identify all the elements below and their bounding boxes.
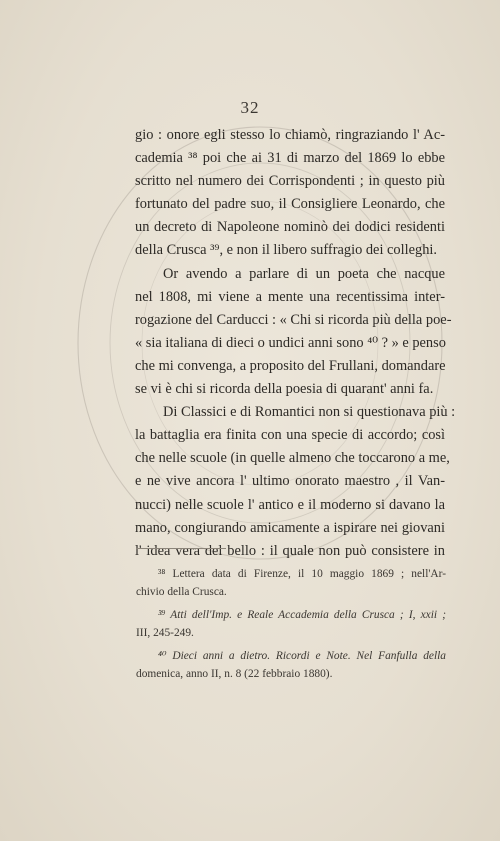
text-line: nel 1808, mi viene a mente una recentissima inter- [135,288,445,305]
text-line: mano, congiurando amicamente a ispirare nei giovani [135,519,445,536]
text-line: nucci) nelle scuole l' antico e il moderno si davano la [135,496,445,513]
body-text [135,124,456,563]
text-line: la battaglia era finita con una specie di accordo; così [135,427,445,444]
text-line: Or avendo a parlare di un poeta che nacque [163,265,445,282]
footnote-38-line: chivio della Crusca. [136,585,227,598]
text-line: rogazione del Carducci : « Chi si ricorda più della poe- [135,311,452,328]
footnote-40-line: ⁴⁰ Dieci anni a dietro. Ricordi e Note. Nel Fanfulla della [158,650,446,662]
footnote-38-line: ³⁸ Lettera data di Firenze, il 10 maggio 1869 ; nell'Ar- [158,568,446,580]
text-line: e ne vive ancora l' ultimo onorato maestro , il Van- [135,473,445,490]
text-line: un decreto di Napoleone nominò dei dodici residenti [135,219,445,236]
text-line: « sia italiana di dieci o undici anni sono ⁴⁰ ? » e penso [135,334,446,351]
text-line: scritto nel numero dei Corrispondenti ; in questo più [135,173,445,190]
text-line: che mi convenga, a proposito del Frullani, domandare [135,357,446,374]
text-line: cademia ³⁸ poi che ai 31 di marzo del 1869 lo ebbe [135,150,445,167]
text-line: gio : onore egli stesso lo chiamò, ringraziando l' Ac- [135,127,445,143]
text-line: fortunato del padre suo, il Consigliere Leonardo, che [135,196,445,213]
text-line: se vi è chi si ricorda della poesia di quarant' anni fa. [135,381,434,398]
footnotes [136,566,446,683]
text-line: Di Classici e di Romantici non si questionava più : [163,404,456,421]
text-line: che nelle scuole (in quelle almeno che toccarono a me, [135,450,450,467]
text-line: l' idea vera del bello : il quale non può consistere in [135,542,445,559]
footnote-39-line: III, 245-249. [136,626,194,639]
text-line: della Crusca ³⁹, e non il libero suffragio dei colleghi. [135,242,437,259]
page-number: 32 [240,98,260,117]
footnote-divider [136,548,226,549]
footnote-40-line: domenica, anno II, n. 8 (22 febbraio 1880). [136,667,333,680]
footnote-39-line: ³⁹ Atti dell'Imp. e Reale Accademia della Crusca ; I, xxii ; [158,609,446,621]
